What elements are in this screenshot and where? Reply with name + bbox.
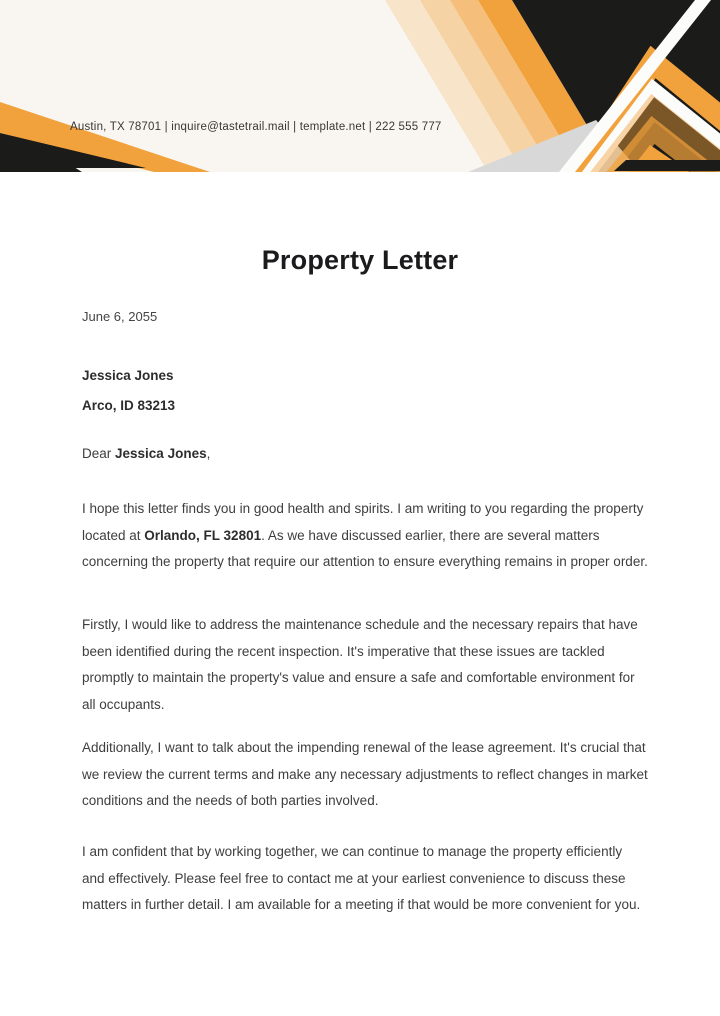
header-decoration [0, 0, 720, 172]
page-title: Property Letter [261, 245, 459, 275]
bottom-right-black-strip [614, 160, 720, 171]
contact-line: Austin, TX 78701 | inquire@tastetrail.mail | template.net | 222 555 777 [70, 121, 442, 133]
paragraph-3: Additionally, I want to talk about the impending renewal of the lease agreement. It's crucial that we review the current terms and make any necessary adjustments to reflect changes in market conditions and the needs of both parties involved. [82, 740, 648, 809]
letterhead [0, 0, 720, 172]
salutation-suffix: , [206, 446, 211, 461]
salutation [82, 446, 210, 461]
recipient-address: Arco, ID 83213 [82, 398, 176, 413]
paragraph-1 [82, 496, 648, 576]
paragraph-1-text-cont: . As we have discussed earlier, there are several matters concerning the property that require our attention to ensure everything remains in proper order. [82, 527, 648, 570]
paragraph-4: I am confident that by working together, we can continue to manage the property efficiently and effectively. Please feel free to contact me at your earliest convenience to discuss these matters in further detail. I am available for a meeting if that would be more convenient for you. [82, 844, 641, 913]
recipient-name: Jessica Jones [82, 368, 174, 383]
salutation-prefix: Dear [82, 446, 116, 461]
left-bottom-black-strip [0, 167, 82, 172]
paragraph-1-text: I hope this letter finds you in good health and spirits. I am writing to you regarding the property located at [82, 501, 644, 543]
salutation-name: Jessica Jones [115, 446, 207, 461]
paragraph-2: Firstly, I would like to address the maintenance schedule and the necessary repairs that have been identified during the recent inspection. It's imperative that these issues are tackled promptly to maintain the property's value and ensure a safe and comfortable environment for all occupants. [82, 617, 638, 713]
property-address: Orlando, FL 32801 [144, 527, 262, 543]
letter-date: June 6, 2055 [82, 309, 158, 324]
recipient-block [82, 361, 175, 421]
